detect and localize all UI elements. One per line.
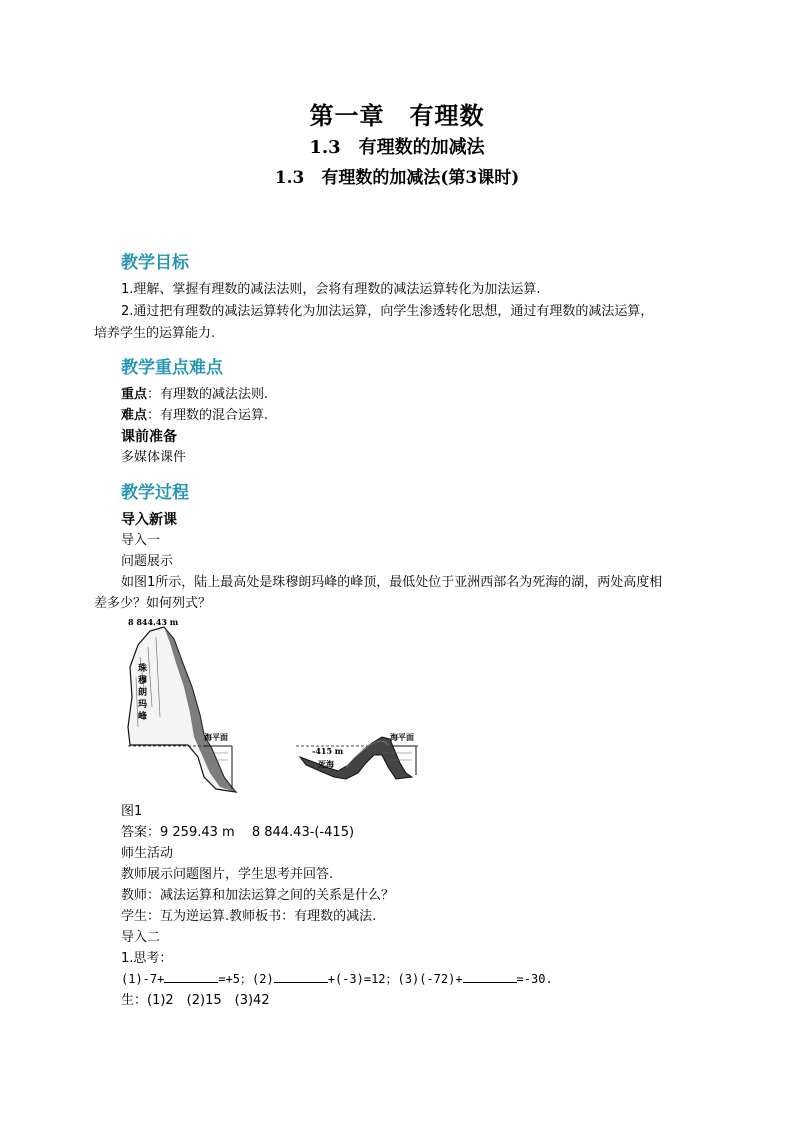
question-line2: 差多少？如何列式？: [94, 596, 212, 611]
think-label: 1.思考：: [121, 951, 173, 966]
process-heading: 教学过程: [121, 483, 189, 503]
dead-sea-terrain: [300, 737, 412, 779]
figure-caption: 图1: [121, 804, 143, 819]
activity-line-1: 教师展示问题图片，学生思考并回答.: [121, 867, 334, 882]
student-line: 学生：互为逆运算.教师板书：有理数的减法.: [121, 909, 377, 924]
focus-text: ：有理数的减法法则.: [147, 387, 269, 402]
exercise-part-d: =-30.: [516, 972, 553, 986]
intro-heading: 导入新课: [121, 512, 177, 528]
answer-line: 答案：9 259.43 m 8 844.43-(-415): [121, 825, 355, 840]
prep-heading: 课前准备: [121, 429, 177, 445]
everest-name-4: 玛: [138, 700, 148, 710]
objectives-heading: 教学目标: [121, 253, 189, 273]
focus-line: [121, 384, 268, 405]
exercise-part-a: (1)-7+: [121, 972, 165, 986]
exercise-part-b: =+5；(2): [218, 972, 274, 986]
activity-label: 师生活动: [121, 846, 174, 861]
lesson-title: 1.3 有理数的加减法(第3课时): [274, 168, 520, 188]
question-line1: 如图1所示，陆上最高处是珠穆朗玛峰的峰顶，最低处位于亚洲西部名为死海的湖，两处高度相: [121, 575, 663, 590]
chapter-title: 第一章 有理数: [309, 101, 485, 130]
everest-name-3: 朗: [138, 688, 148, 698]
objective-1: 1.理解、掌握有理数的减法法则，会将有理数的减法运算转化为加法运算.: [121, 282, 541, 297]
blank-2: [274, 970, 328, 983]
difficulty-line: [121, 405, 268, 426]
student-answer-line: 生：(1)2 (2)15 (3)42: [121, 993, 270, 1008]
dead-sea-name-label: 死海: [318, 760, 334, 769]
dead-sea-depth-label: -415 m: [312, 746, 344, 756]
teacher-line: 教师：减法运算和加法运算之间的关系是什么？: [121, 888, 395, 903]
exercise-part-c: +(-3)=12；(3)(-72)+: [327, 972, 463, 986]
focus-label: 重点: [121, 387, 148, 402]
keypoints-heading: 教学重点难点: [121, 358, 223, 378]
intro-2: 导入二: [121, 930, 161, 945]
everest-name-1: 珠: [138, 664, 148, 674]
objective-2-line2: 培养学生的运算能力.: [94, 326, 216, 341]
difficulty-text: ：有理数的混合运算.: [147, 408, 269, 423]
exercise-line: [121, 969, 553, 990]
objective-2-line1: 2.通过把有理数的减法运算转化为加法运算，向学生渗透转化思想，通过有理数的减法运算，: [121, 304, 654, 319]
sea-level-left-label: 海平面: [204, 733, 228, 742]
prep-text: 多媒体课件: [121, 450, 187, 465]
problem-label: 问题展示: [121, 554, 174, 569]
figure-everest-deadsea: [120, 617, 420, 797]
everest-name-2: 穆: [138, 676, 148, 686]
blank-3: [463, 970, 517, 983]
sea-level-right-label: 海平面: [390, 733, 414, 742]
blank-1: [164, 970, 218, 983]
everest-height-label: 8 844.43 m: [128, 617, 179, 627]
section-title: 1.3 有理数的加减法: [309, 137, 485, 158]
intro-1: 导入一: [121, 533, 161, 548]
everest-name-5: 峰: [138, 712, 148, 722]
difficulty-label: 难点: [121, 408, 148, 423]
